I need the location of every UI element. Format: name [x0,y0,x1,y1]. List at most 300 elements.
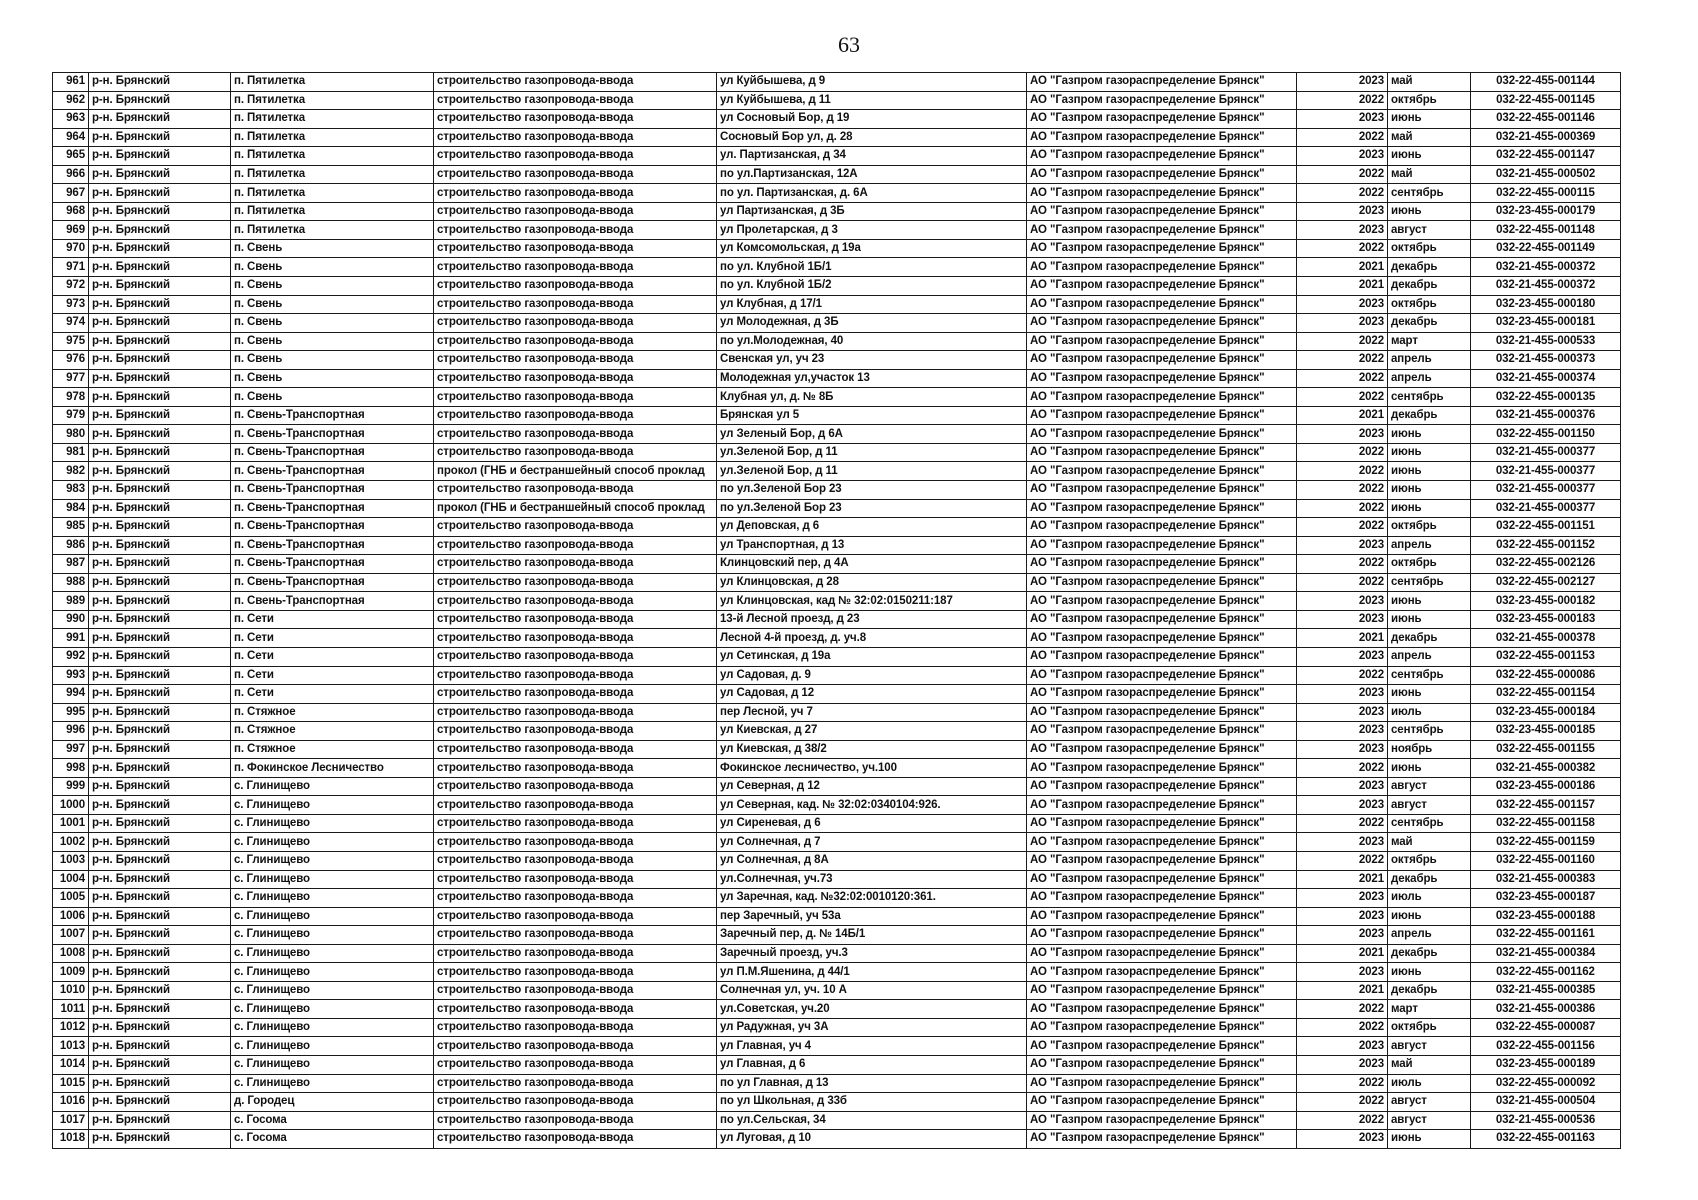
year-cell: 2021 [1297,870,1388,889]
registry-code-cell: 032-22-455-001156 [1471,1037,1621,1056]
district-cell: р-н. Брянский [89,295,231,314]
month-cell: сентябрь [1388,814,1471,833]
year-cell: 2023 [1297,833,1388,852]
table-row [53,221,1621,240]
district-cell: р-н. Брянский [89,1130,231,1149]
address-cell: ул Куйбышева, д 9 [717,73,1027,92]
row-number: 962 [53,91,89,110]
table-row [53,592,1621,611]
row-number: 997 [53,740,89,759]
locality-cell: п. Пятилетка [231,91,434,110]
year-cell: 2023 [1297,740,1388,759]
address-cell: по ул.Зеленой Бор 23 [717,481,1027,500]
work-type-cell: строительство газопровода-ввода [434,147,717,166]
year-cell: 2023 [1297,907,1388,926]
locality-cell: п. Свень [231,295,434,314]
locality-cell: п. Свень-Транспортная [231,406,434,425]
month-cell: май [1388,165,1471,184]
locality-cell: п. Стяжное [231,703,434,722]
district-cell: р-н. Брянский [89,332,231,351]
year-cell: 2023 [1297,536,1388,555]
locality-cell: п. Свень-Транспортная [231,499,434,518]
address-cell: по ул.Молодежная, 40 [717,332,1027,351]
table-row [53,128,1621,147]
row-number: 1018 [53,1130,89,1149]
organization-cell: АО "Газпром газораспределение Брянск" [1027,573,1297,592]
work-type-cell: строительство газопровода-ввода [434,759,717,778]
year-cell: 2022 [1297,814,1388,833]
registry-code-cell: 032-21-455-000374 [1471,369,1621,388]
registry-code-cell: 032-22-455-001151 [1471,518,1621,537]
table-row [53,351,1621,370]
year-cell: 2022 [1297,369,1388,388]
district-cell: р-н. Брянский [89,388,231,407]
table-row [53,518,1621,537]
address-cell: ул.Советская, уч.20 [717,1000,1027,1019]
year-cell: 2022 [1297,239,1388,258]
registry-code-cell: 032-22-455-001144 [1471,73,1621,92]
row-number: 995 [53,703,89,722]
month-cell: август [1388,796,1471,815]
work-type-cell: строительство газопровода-ввода [434,277,717,296]
year-cell: 2022 [1297,1074,1388,1093]
year-cell: 2022 [1297,518,1388,537]
work-type-cell: строительство газопровода-ввода [434,907,717,926]
row-number: 981 [53,443,89,462]
row-number: 1000 [53,796,89,815]
table-row [53,1055,1621,1074]
district-cell: р-н. Брянский [89,870,231,889]
registry-code-cell: 032-22-455-002127 [1471,573,1621,592]
year-cell: 2022 [1297,1000,1388,1019]
month-cell: декабрь [1388,258,1471,277]
registry-code-cell: 032-21-455-000385 [1471,981,1621,1000]
registry-code-cell: 032-22-455-001157 [1471,796,1621,815]
address-cell: ул Сетинская, д 19а [717,647,1027,666]
row-number: 973 [53,295,89,314]
work-type-cell: строительство газопровода-ввода [434,239,717,258]
locality-cell: с. Глинищево [231,1037,434,1056]
work-type-cell: строительство газопровода-ввода [434,165,717,184]
organization-cell: АО "Газпром газораспределение Брянск" [1027,1037,1297,1056]
month-cell: июнь [1388,202,1471,221]
table-row [53,1074,1621,1093]
table-row [53,425,1621,444]
organization-cell: АО "Газпром газораспределение Брянск" [1027,499,1297,518]
table-row [53,981,1621,1000]
organization-cell: АО "Газпром газораспределение Брянск" [1027,592,1297,611]
locality-cell: п. Свень-Транспортная [231,555,434,574]
address-cell: ул Клубная, д 17/1 [717,295,1027,314]
month-cell: март [1388,1000,1471,1019]
district-cell: р-н. Брянский [89,1111,231,1130]
organization-cell: АО "Газпром газораспределение Брянск" [1027,314,1297,333]
month-cell: август [1388,1037,1471,1056]
table-row [53,73,1621,92]
organization-cell: АО "Газпром газораспределение Брянск" [1027,963,1297,982]
organization-cell: АО "Газпром газораспределение Брянск" [1027,944,1297,963]
work-type-cell: строительство газопровода-ввода [434,1074,717,1093]
organization-cell: АО "Газпром газораспределение Брянск" [1027,981,1297,1000]
district-cell: р-н. Брянский [89,944,231,963]
work-type-cell: строительство газопровода-ввода [434,202,717,221]
work-type-cell: строительство газопровода-ввода [434,963,717,982]
address-cell: ул Сосновый Бор, д 19 [717,110,1027,129]
month-cell: август [1388,777,1471,796]
registry-code-cell: 032-22-455-001160 [1471,851,1621,870]
district-cell: р-н. Брянский [89,425,231,444]
table-row [53,277,1621,296]
district-cell: р-н. Брянский [89,351,231,370]
address-cell: ул Сиреневая, д 6 [717,814,1027,833]
table-row [53,647,1621,666]
organization-cell: АО "Газпром газораспределение Брянск" [1027,536,1297,555]
district-cell: р-н. Брянский [89,833,231,852]
district-cell: р-н. Брянский [89,128,231,147]
locality-cell: с. Госома [231,1130,434,1149]
district-cell: р-н. Брянский [89,1055,231,1074]
work-type-cell: строительство газопровода-ввода [434,1111,717,1130]
organization-cell: АО "Газпром газораспределение Брянск" [1027,110,1297,129]
work-type-cell: строительство газопровода-ввода [434,1000,717,1019]
work-type-cell: строительство газопровода-ввода [434,833,717,852]
organization-cell: АО "Газпром газораспределение Брянск" [1027,870,1297,889]
work-type-cell: строительство газопровода-ввода [434,1130,717,1149]
work-type-cell: строительство газопровода-ввода [434,740,717,759]
locality-cell: п. Свень [231,314,434,333]
registry-code-cell: 032-22-455-001150 [1471,425,1621,444]
table-row [53,1037,1621,1056]
address-cell: ул Главная, д 6 [717,1055,1027,1074]
district-cell: р-н. Брянский [89,981,231,1000]
organization-cell: АО "Газпром газораспределение Брянск" [1027,647,1297,666]
district-cell: р-н. Брянский [89,722,231,741]
organization-cell: АО "Газпром газораспределение Брянск" [1027,1055,1297,1074]
district-cell: р-н. Брянский [89,666,231,685]
organization-cell: АО "Газпром газораспределение Брянск" [1027,239,1297,258]
address-cell: ул Партизанская, д 3Б [717,202,1027,221]
address-cell: ул Северная, кад. № 32:02:0340104:926. [717,796,1027,815]
row-number: 991 [53,629,89,648]
table-row [53,184,1621,203]
registry-code-cell: 032-21-455-000386 [1471,1000,1621,1019]
year-cell: 2022 [1297,481,1388,500]
table-row [53,536,1621,555]
work-type-cell: строительство газопровода-ввода [434,610,717,629]
table-row [53,907,1621,926]
organization-cell: АО "Газпром газораспределение Брянск" [1027,351,1297,370]
year-cell: 2022 [1297,1018,1388,1037]
year-cell: 2023 [1297,777,1388,796]
registry-code-cell: 032-21-455-000533 [1471,332,1621,351]
year-cell: 2023 [1297,314,1388,333]
district-cell: р-н. Брянский [89,907,231,926]
locality-cell: п. Свень [231,332,434,351]
address-cell: ул Комсомольская, д 19а [717,239,1027,258]
locality-cell: с. Глинищево [231,889,434,908]
year-cell: 2023 [1297,703,1388,722]
table-row [53,759,1621,778]
locality-cell: п. Пятилетка [231,147,434,166]
registry-code-cell: 032-22-455-001155 [1471,740,1621,759]
district-cell: р-н. Брянский [89,406,231,425]
address-cell: Лесной 4-й проезд, д. уч.8 [717,629,1027,648]
row-number: 1012 [53,1018,89,1037]
registry-code-cell: 032-23-455-000180 [1471,295,1621,314]
organization-cell: АО "Газпром газораспределение Брянск" [1027,184,1297,203]
address-cell: ул Радужная, уч 3А [717,1018,1027,1037]
organization-cell: АО "Газпром газораспределение Брянск" [1027,518,1297,537]
month-cell: август [1388,1093,1471,1112]
work-type-cell: строительство газопровода-ввода [434,110,717,129]
locality-cell: с. Глинищево [231,1018,434,1037]
address-cell: пер Лесной, уч 7 [717,703,1027,722]
work-type-cell: строительство газопровода-ввода [434,1018,717,1037]
address-cell: ул Зеленый Бор, д 6А [717,425,1027,444]
year-cell: 2023 [1297,1130,1388,1149]
month-cell: апрель [1388,369,1471,388]
registry-code-cell: 032-21-455-000369 [1471,128,1621,147]
month-cell: декабрь [1388,314,1471,333]
row-number: 999 [53,777,89,796]
table-row [53,889,1621,908]
year-cell: 2022 [1297,332,1388,351]
work-type-cell: строительство газопровода-ввода [434,406,717,425]
organization-cell: АО "Газпром газораспределение Брянск" [1027,889,1297,908]
work-type-cell: строительство газопровода-ввода [434,592,717,611]
row-number: 1002 [53,833,89,852]
locality-cell: с. Глинищево [231,851,434,870]
address-cell: пер Заречный, уч 53а [717,907,1027,926]
address-cell: 13-й Лесной проезд, д 23 [717,610,1027,629]
district-cell: р-н. Брянский [89,221,231,240]
registry-code-cell: 032-23-455-000189 [1471,1055,1621,1074]
district-cell: р-н. Брянский [89,91,231,110]
district-cell: р-н. Брянский [89,518,231,537]
table-row [53,814,1621,833]
organization-cell: АО "Газпром газораспределение Брянск" [1027,1130,1297,1149]
table-row [53,239,1621,258]
work-type-cell: строительство газопровода-ввода [434,443,717,462]
district-cell: р-н. Брянский [89,703,231,722]
address-cell: ул Пролетарская, д 3 [717,221,1027,240]
year-cell: 2021 [1297,944,1388,963]
district-cell: р-н. Брянский [89,1018,231,1037]
organization-cell: АО "Газпром газораспределение Брянск" [1027,777,1297,796]
district-cell: р-н. Брянский [89,629,231,648]
address-cell: ул П.М.Яшенина, д 44/1 [717,963,1027,982]
year-cell: 2023 [1297,722,1388,741]
address-cell: ул Куйбышева, д 11 [717,91,1027,110]
row-number: 993 [53,666,89,685]
address-cell: ул Солнечная, д 8А [717,851,1027,870]
table-row [53,963,1621,982]
registry-code-cell: 032-22-455-000087 [1471,1018,1621,1037]
locality-cell: п. Свень [231,369,434,388]
table-row [53,481,1621,500]
work-type-cell: прокол (ГНБ и бестраншейный способ проклад [434,499,717,518]
work-type-cell: строительство газопровода-ввода [434,481,717,500]
row-number: 978 [53,388,89,407]
month-cell: декабрь [1388,629,1471,648]
organization-cell: АО "Газпром газораспределение Брянск" [1027,1093,1297,1112]
organization-cell: АО "Газпром газораспределение Брянск" [1027,73,1297,92]
year-cell: 2021 [1297,406,1388,425]
work-type-cell: строительство газопровода-ввода [434,666,717,685]
row-number: 990 [53,610,89,629]
work-type-cell: строительство газопровода-ввода [434,314,717,333]
work-type-cell: строительство газопровода-ввода [434,73,717,92]
address-cell: по ул.Зеленой Бор 23 [717,499,1027,518]
address-cell: ул Заречная, кад. №32:02:0010120:361. [717,889,1027,908]
year-cell: 2022 [1297,462,1388,481]
address-cell: Клубная ул, д. № 8Б [717,388,1027,407]
table-row [53,258,1621,277]
organization-cell: АО "Газпром газораспределение Брянск" [1027,814,1297,833]
address-cell: ул Киевская, д 27 [717,722,1027,741]
month-cell: ноябрь [1388,740,1471,759]
year-cell: 2022 [1297,443,1388,462]
row-number: 969 [53,221,89,240]
organization-cell: АО "Газпром газораспределение Брянск" [1027,128,1297,147]
year-cell: 2023 [1297,1055,1388,1074]
month-cell: апрель [1388,536,1471,555]
locality-cell: п. Свень [231,388,434,407]
year-cell: 2022 [1297,351,1388,370]
month-cell: июль [1388,703,1471,722]
district-cell: р-н. Брянский [89,647,231,666]
table-row [53,295,1621,314]
table-row [53,610,1621,629]
month-cell: октябрь [1388,295,1471,314]
row-number: 966 [53,165,89,184]
month-cell: сентябрь [1388,573,1471,592]
district-cell: р-н. Брянский [89,777,231,796]
year-cell: 2022 [1297,555,1388,574]
address-cell: по ул Школьная, д 33б [717,1093,1027,1112]
organization-cell: АО "Газпром газораспределение Брянск" [1027,202,1297,221]
locality-cell: с. Глинищево [231,870,434,889]
month-cell: сентябрь [1388,184,1471,203]
table-row [53,851,1621,870]
organization-cell: АО "Газпром газораспределение Брянск" [1027,295,1297,314]
district-cell: р-н. Брянский [89,481,231,500]
row-number: 967 [53,184,89,203]
work-type-cell: строительство газопровода-ввода [434,629,717,648]
district-cell: р-н. Брянский [89,184,231,203]
row-number: 964 [53,128,89,147]
work-type-cell: строительство газопровода-ввода [434,889,717,908]
district-cell: р-н. Брянский [89,963,231,982]
month-cell: октябрь [1388,1018,1471,1037]
registry-code-cell: 032-23-455-000184 [1471,703,1621,722]
organization-cell: АО "Газпром газораспределение Брянск" [1027,629,1297,648]
table-row [53,110,1621,129]
table-row [53,499,1621,518]
year-cell: 2022 [1297,573,1388,592]
locality-cell: п. Свень-Транспортная [231,462,434,481]
address-cell: по ул Главная, д 13 [717,1074,1027,1093]
locality-cell: п. Свень-Транспортная [231,481,434,500]
locality-cell: п. Свень-Транспортная [231,425,434,444]
registry-code-cell: 032-21-455-000376 [1471,406,1621,425]
locality-cell: с. Глинищево [231,1000,434,1019]
registry-code-cell: 032-21-455-000502 [1471,165,1621,184]
row-number: 996 [53,722,89,741]
address-cell: ул.Зеленой Бор, д 11 [717,462,1027,481]
table-row [53,685,1621,704]
row-number: 985 [53,518,89,537]
locality-cell: п. Пятилетка [231,128,434,147]
year-cell: 2021 [1297,629,1388,648]
month-cell: август [1388,221,1471,240]
locality-cell: п. Свень-Транспортная [231,443,434,462]
organization-cell: АО "Газпром газораспределение Брянск" [1027,1074,1297,1093]
table-row [53,369,1621,388]
district-cell: р-н. Брянский [89,851,231,870]
district-cell: р-н. Брянский [89,926,231,945]
month-cell: май [1388,73,1471,92]
locality-cell: п. Стяжное [231,722,434,741]
year-cell: 2021 [1297,258,1388,277]
row-number: 1015 [53,1074,89,1093]
row-number: 972 [53,277,89,296]
row-number: 1017 [53,1111,89,1130]
year-cell: 2023 [1297,592,1388,611]
organization-cell: АО "Газпром газораспределение Брянск" [1027,1018,1297,1037]
work-type-cell: строительство газопровода-ввода [434,369,717,388]
year-cell: 2022 [1297,499,1388,518]
district-cell: р-н. Брянский [89,796,231,815]
district-cell: р-н. Брянский [89,1037,231,1056]
district-cell: р-н. Брянский [89,555,231,574]
work-type-cell: строительство газопровода-ввода [434,128,717,147]
table-row [53,666,1621,685]
locality-cell: п. Пятилетка [231,221,434,240]
work-type-cell: строительство газопровода-ввода [434,814,717,833]
work-type-cell: строительство газопровода-ввода [434,796,717,815]
registry-code-cell: 032-22-455-001147 [1471,147,1621,166]
year-cell: 2023 [1297,1037,1388,1056]
month-cell: июнь [1388,110,1471,129]
registry-code-cell: 032-22-455-002126 [1471,555,1621,574]
address-cell: ул Молодежная, д 3Б [717,314,1027,333]
work-type-cell: строительство газопровода-ввода [434,777,717,796]
month-cell: июнь [1388,592,1471,611]
organization-cell: АО "Газпром газораспределение Брянск" [1027,555,1297,574]
year-cell: 2022 [1297,165,1388,184]
locality-cell: с. Глинищево [231,796,434,815]
registry-code-cell: 032-21-455-000373 [1471,351,1621,370]
registry-code-cell: 032-23-455-000188 [1471,907,1621,926]
row-number: 994 [53,685,89,704]
row-number: 970 [53,239,89,258]
year-cell: 2023 [1297,295,1388,314]
district-cell: р-н. Брянский [89,314,231,333]
table-row [53,777,1621,796]
locality-cell: с. Глинищево [231,981,434,1000]
address-cell: по ул.Партизанская, 12А [717,165,1027,184]
address-cell: Клинцовский пер, д 4А [717,555,1027,574]
year-cell: 2023 [1297,110,1388,129]
locality-cell: с. Глинищево [231,926,434,945]
work-type-cell: строительство газопровода-ввода [434,944,717,963]
address-cell: Брянская ул 5 [717,406,1027,425]
row-number: 987 [53,555,89,574]
row-number: 961 [53,73,89,92]
registry-code-cell: 032-21-455-000378 [1471,629,1621,648]
row-number: 977 [53,369,89,388]
